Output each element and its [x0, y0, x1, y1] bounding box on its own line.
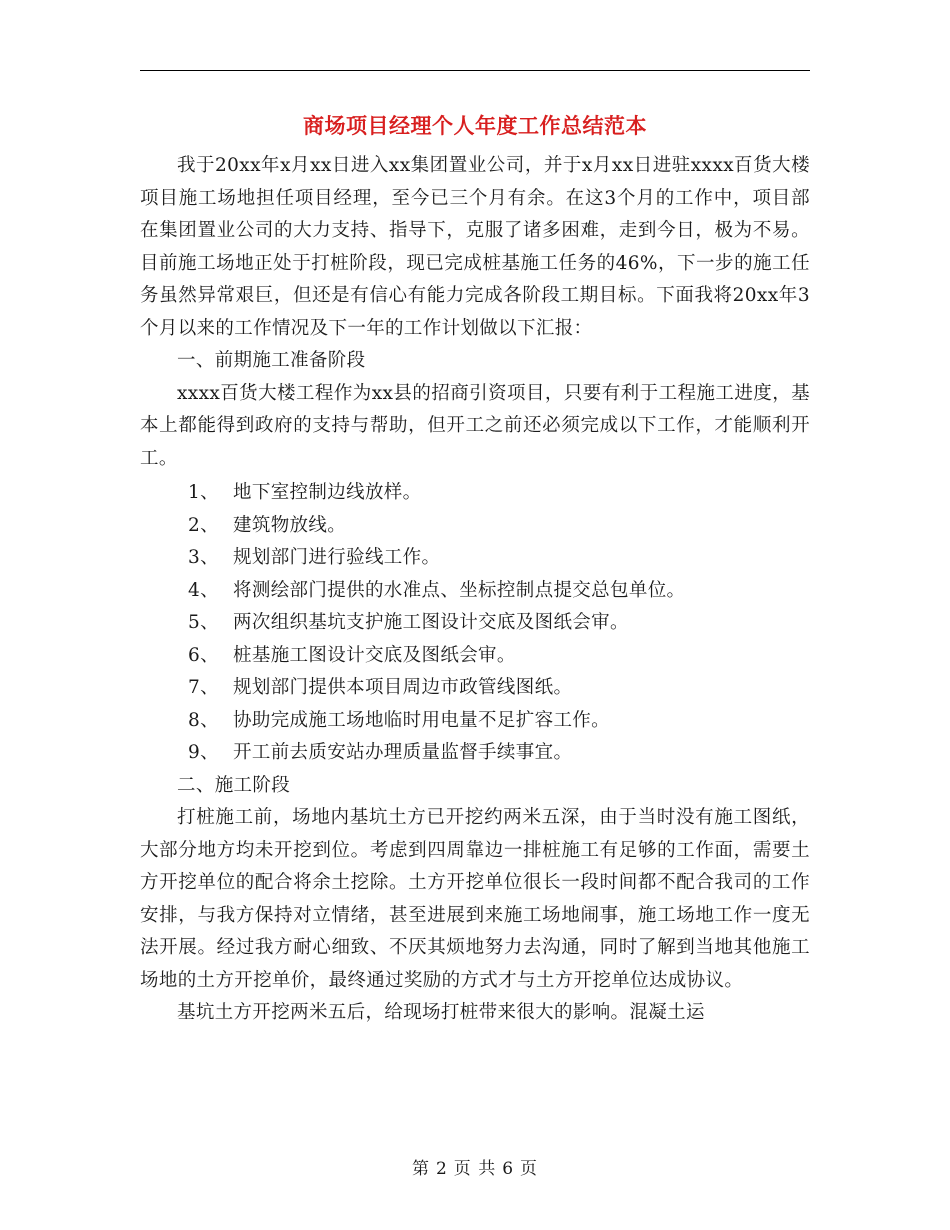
list-item — [140, 672, 810, 705]
section-preparation-intro: xxxx百货大楼工程作为xx县的招商引资项目，只要有利于工程施工进度，基本上都能得到政府的支持与帮助，但开工之前还必须完成以下工作，才能顺利开工。 — [140, 382, 810, 469]
list-item — [140, 607, 810, 640]
list-item — [140, 640, 810, 673]
list-item-text: 规划部门提供本项目周边市政管线图纸。 — [233, 677, 573, 698]
list-item-text: 桩基施工图设计交底及图纸会审。 — [233, 644, 516, 666]
preparation-task-list — [140, 477, 810, 770]
list-item-number: 7、 — [188, 677, 219, 698]
list-item-number: 4、 — [188, 579, 219, 601]
list-item-number: 2、 — [188, 514, 219, 536]
document-body — [140, 150, 810, 1030]
list-item-text: 规划部门进行验线工作。 — [233, 547, 441, 568]
list-item-number: 8、 — [188, 709, 219, 731]
construction-paragraph-1: 打桩施工前，场地内基坑土方已开挖约两米五深，由于当时没有施工图纸，大部分地方均未开挖到位。考虑到四周靠边一排桩施工有足够的工作面，需要土方开挖单位的配合将余土挖除。土方开挖单位很长一段时间都不配合我司的工作安排，与我方保持对立情绪，甚至进展到来施工场地闹事，施工场地工作一度无法开展。经过我方耐心细致、不厌其烦地努力去沟通，同时了解到当地其他施工场地的土方开挖单价，最终通过奖励的方式才与土方开挖单位达成协议。 — [140, 807, 810, 991]
list-item-number: 9、 — [188, 742, 219, 763]
footer-total-pages: 6 — [502, 1159, 515, 1179]
list-item-text: 协助完成施工场地临时用电量不足扩容工作。 — [233, 709, 611, 731]
footer-suffix: 页 — [520, 1159, 539, 1179]
list-item — [140, 737, 810, 770]
list-item-text: 建筑物放线。 — [233, 514, 347, 536]
list-item — [140, 705, 810, 738]
header-rule — [140, 70, 810, 71]
footer-page-number: 2 — [435, 1159, 448, 1179]
construction-paragraph-2: 基坑土方开挖两米五后，给现场打桩带来很大的影响。混凝土运 — [177, 1002, 705, 1023]
document-title: 商场项目经理个人年度工作总结范本 — [303, 113, 647, 138]
list-item-number: 6、 — [188, 644, 219, 666]
list-item-number: 3、 — [188, 547, 219, 568]
list-item-number: 5、 — [188, 612, 219, 633]
footer-prefix: 第 — [411, 1159, 430, 1179]
list-item — [140, 477, 810, 510]
list-item — [140, 542, 810, 575]
list-item-number: 1、 — [188, 482, 219, 503]
page-footer — [0, 1154, 950, 1179]
section-heading-preparation: 一、前期施工准备阶段 — [177, 350, 366, 371]
list-item — [140, 575, 810, 608]
list-item-text: 开工前去质安站办理质量监督手续事宜。 — [233, 742, 573, 763]
list-item-text: 地下室控制边线放样。 — [233, 482, 422, 503]
list-item-text: 将测绘部门提供的水准点、坐标控制点提交总包单位。 — [233, 579, 686, 601]
list-item-text: 两次组织基坑支护施工图设计交底及图纸会审。 — [233, 612, 629, 633]
section-heading-construction: 二、施工阶段 — [177, 774, 291, 796]
footer-middle: 页 共 — [453, 1159, 497, 1179]
list-item — [140, 510, 810, 543]
intro-paragraph: 我于20xx年x月xx日进入xx集团置业公司，并于x月xx日进驻xxxx百货大楼项目施工场地担任项目经理，至今已三个月有余。在这3个月的工作中，项目部在集团置业公司的大力支持、指导下，克服了诸多困难，走到今日，极为不易。目前施工场地正处于打桩阶段，现已完成桩基施工任务的46%，下一步的施工任务虽然异常艰巨，但还是有信心有能力完成各阶段工期目标。下面我将20xx年3个月以来的工作情况及下一年的工作计划做以下汇报： — [140, 155, 810, 339]
